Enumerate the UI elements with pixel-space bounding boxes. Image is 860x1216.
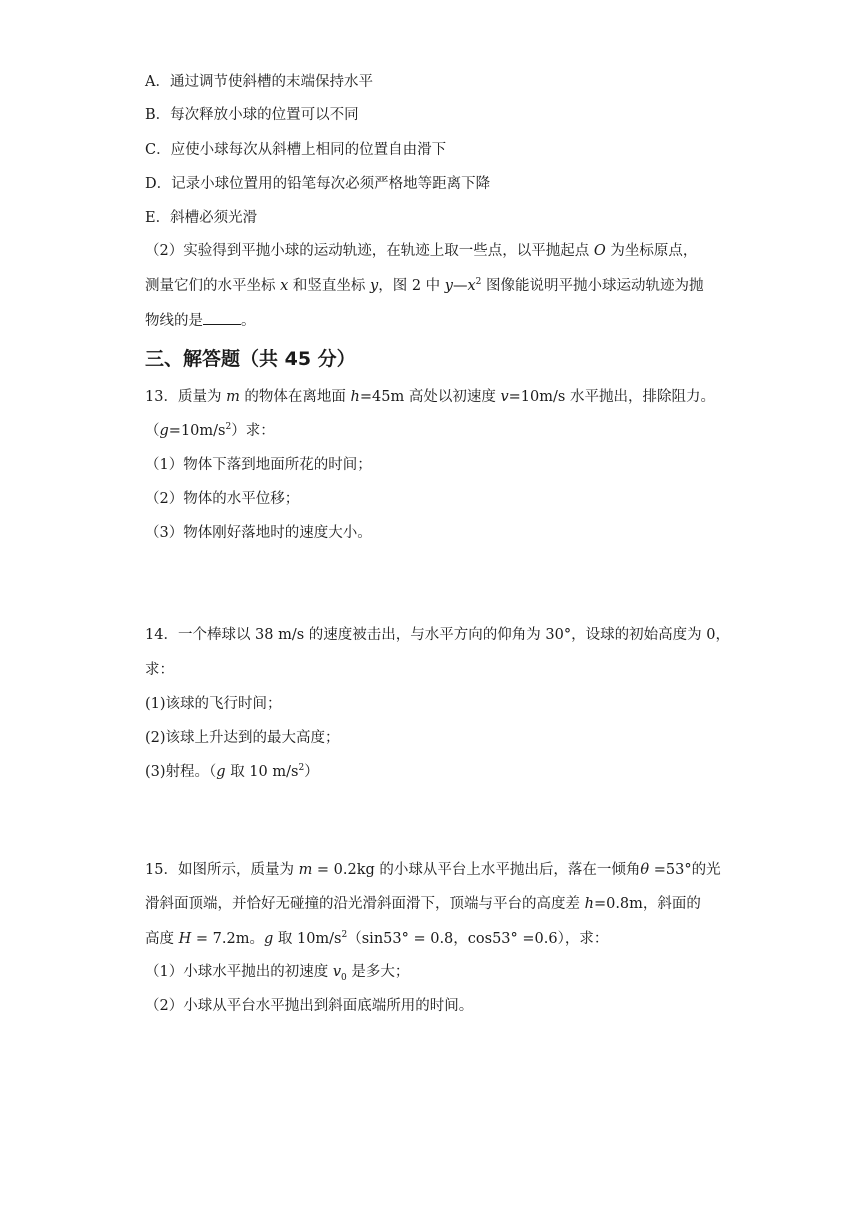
q15-line2: 滑斜面顶端，并恰好无碰撞的沿光滑斜面滑下，顶端与平台的高度差 h=0.8m，斜面的 xyxy=(145,896,701,912)
section-heading: 三、解答题（共 45 分） xyxy=(145,348,356,370)
q15-line3: 高度 H = 7.2m。g 取 $10m/s^2(\sin 53^\circ = 0.8$，cos53° =0.6），求： xyxy=(145,930,609,947)
q15-line1: 15．如图所示，质量为 m = 0.2kg 的小球从平台上水平抛出后，落在一倾角θ =53°的光 xyxy=(145,862,721,878)
q13-part3: （3）物体刚好落地时的速度大小。 xyxy=(145,525,372,541)
option-e: E．斜槽必须光滑 xyxy=(145,210,258,226)
q13-part2: （2）物体的水平位移； xyxy=(145,491,300,507)
q13-line1: 13．质量为 m 的物体在离地面 h=45m 高处以初速度 v=10m/s 水平抛出，排除阻力。 xyxy=(145,389,715,405)
q14-part3: (3)射程。（g 取 10 $m/s^2$） xyxy=(145,763,319,780)
q14-part1: (1)该球的飞行时间； xyxy=(145,696,282,712)
option-c: C．应使小球每次从斜槽上相同的位置自由滑下 xyxy=(145,142,447,158)
q12-part2-line2: 测量它们的水平坐标 x 和竖直坐标 y，图 2 中 $y—x^2$ 图像能说明平抛小球运动轨迹为抛 xyxy=(145,277,704,294)
q12-part2-line3: 物线的是 。 xyxy=(145,310,256,331)
q14-line1: 14．一个棒球以 38 m/s 的速度被击出，与水平方向的仰角为 30°，设球的初始高度为 0， xyxy=(145,627,730,643)
option-b: B．每次释放小球的位置可以不同 xyxy=(145,107,359,123)
q13-line2: $(g=10m/s^2)$求： xyxy=(145,422,275,439)
option-d: D．记录小球位置用的铅笔每次必须严格地等距离下降 xyxy=(145,176,491,192)
q12-part2-line1: （2）实验得到平抛小球的运动轨迹，在轨迹上取一些点，以平抛起点 O 为坐标原点， xyxy=(145,243,698,259)
q13-part1: （1）物体下落到地面所花的时间； xyxy=(145,457,372,473)
q15-part1: （1）小球水平抛出的初速度 $v_0$ 是多大； xyxy=(145,964,410,983)
option-a: A．通过调节使斜槽的末端保持水平 xyxy=(145,74,373,90)
q14-line2: 求： xyxy=(145,662,174,678)
q14-part2: (2)该球上升达到的最大高度； xyxy=(145,730,340,746)
answer-blank xyxy=(203,310,241,325)
q15-part2: （2）小球从平台水平抛出到斜面底端所用的时间。 xyxy=(145,998,474,1014)
